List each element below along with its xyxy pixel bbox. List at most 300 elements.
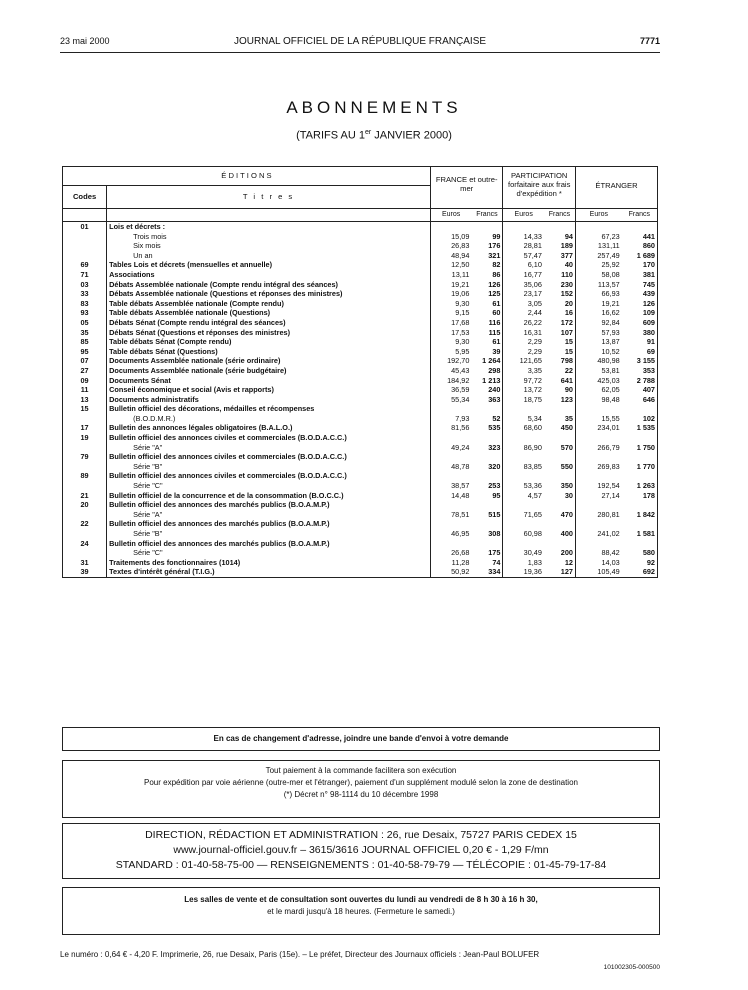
row-francs: 200 bbox=[544, 548, 576, 558]
row-euros: 4,57 bbox=[527, 490, 542, 500]
row-euros: 30,49 bbox=[523, 548, 542, 558]
row-euros: 60,98 bbox=[523, 529, 542, 538]
row-euros: 68,60 bbox=[523, 423, 542, 433]
row-title: Série "A" bbox=[107, 510, 431, 520]
row-title: Documents Assemblée nationale (série budgétaire) bbox=[107, 366, 431, 376]
phone-numbers: STANDARD : 01-40-58-75-00 — RENSEIGNEMENTS : 01-40-58-79-79 — TÉLÉCOPIE : 01-45-79-17-84 bbox=[115, 859, 607, 871]
row-francs bbox=[622, 222, 658, 232]
row-euros: 36,59 bbox=[451, 385, 470, 395]
row-francs: 692 bbox=[622, 567, 658, 577]
row-francs: 3 155 bbox=[622, 356, 658, 366]
row-euros bbox=[503, 433, 544, 443]
row-francs: 580 bbox=[622, 548, 658, 558]
row-francs: 1 750 bbox=[622, 443, 658, 453]
address-change-notice: En cas de changement d'adresse, joindre une bande d'envoi à votre demande bbox=[62, 727, 660, 751]
row-francs bbox=[471, 222, 503, 232]
row-code: 79 bbox=[63, 452, 107, 462]
row-francs: 2 788 bbox=[622, 376, 658, 386]
row-title: Bulletin officiel des annonces des marchés publics (B.O.A.M.P.) bbox=[107, 539, 431, 549]
unit-row bbox=[63, 209, 658, 222]
table-row bbox=[63, 462, 658, 472]
row-title: Un an bbox=[107, 251, 431, 261]
row-euros: 27,14 bbox=[601, 490, 620, 500]
row-francs: 745 bbox=[622, 280, 658, 290]
row-euros: 55,34 bbox=[451, 394, 470, 404]
row-code bbox=[63, 481, 107, 491]
row-euros: 121,65 bbox=[519, 356, 542, 366]
page-header bbox=[60, 36, 660, 48]
row-euros bbox=[430, 404, 471, 414]
unit-francs: Francs bbox=[622, 209, 658, 222]
row-francs: 15 bbox=[544, 347, 576, 357]
row-code: 35 bbox=[63, 328, 107, 338]
row-euros: 3,05 bbox=[527, 298, 542, 308]
row-title: Table débats Sénat (Questions) bbox=[107, 347, 431, 357]
row-francs bbox=[544, 500, 576, 510]
row-francs: 298 bbox=[471, 366, 503, 376]
row-francs: 550 bbox=[544, 462, 576, 472]
row-euros: 7,93 bbox=[455, 413, 470, 423]
row-euros: 2,29 bbox=[527, 346, 542, 356]
table-row bbox=[63, 443, 658, 453]
row-code: 33 bbox=[63, 289, 107, 299]
row-code: 31 bbox=[63, 558, 107, 568]
row-francs bbox=[544, 404, 576, 414]
row-code: 07 bbox=[63, 356, 107, 366]
table-row bbox=[63, 471, 658, 481]
subscription-rates-table bbox=[62, 166, 658, 578]
row-francs: 1 581 bbox=[622, 529, 658, 539]
row-francs bbox=[471, 519, 503, 529]
row-title: Débats Sénat (Compte rendu intégral des séances) bbox=[107, 318, 431, 328]
row-euros: 23,17 bbox=[523, 289, 542, 299]
row-euros bbox=[575, 222, 621, 232]
row-francs: 609 bbox=[622, 318, 658, 328]
row-euros: 13,11 bbox=[451, 269, 470, 279]
row-euros: 113,57 bbox=[597, 279, 620, 289]
row-euros: 6,10 bbox=[527, 260, 542, 270]
editions-header: É D I T I O N S bbox=[63, 167, 431, 186]
row-code: 05 bbox=[63, 318, 107, 328]
row-euros: 25,92 bbox=[601, 260, 620, 270]
row-francs: 189 bbox=[544, 241, 576, 251]
row-euros: 57,93 bbox=[601, 327, 620, 337]
unit-francs: Francs bbox=[471, 209, 503, 222]
row-euros bbox=[503, 500, 544, 510]
row-code bbox=[63, 443, 107, 453]
row-francs: 1 770 bbox=[622, 462, 658, 472]
row-title: Bulletin officiel des annonces des marchés publics (B.O.A.M.P.) bbox=[107, 500, 431, 510]
row-francs bbox=[622, 539, 658, 549]
payment-line: (*) Décret n° 98-1114 du 10 décembre 1998 bbox=[283, 790, 439, 799]
row-title: Bulletin des annonces légales obligatoires (B.A.L.O.) bbox=[107, 423, 431, 433]
website-minitel: www.journal-officiel.gouv.fr – 3615/3616 JOURNAL OFFICIEL 0,20 € - 1,29 F/mn bbox=[173, 844, 549, 856]
row-francs: 441 bbox=[622, 232, 658, 242]
row-francs: 126 bbox=[471, 280, 503, 290]
payment-line: Tout paiement à la commande facilitera son exécution bbox=[265, 766, 457, 775]
row-francs bbox=[471, 404, 503, 414]
table-row bbox=[63, 318, 658, 328]
row-euros: 67,23 bbox=[601, 231, 620, 241]
row-euros bbox=[575, 500, 621, 510]
row-euros: 14,48 bbox=[451, 490, 470, 500]
row-euros: 83,85 bbox=[523, 461, 542, 471]
row-code bbox=[63, 414, 107, 424]
row-code bbox=[63, 548, 107, 558]
row-francs: 1 213 bbox=[471, 376, 503, 386]
table-row bbox=[63, 529, 658, 539]
row-francs: 377 bbox=[544, 251, 576, 261]
page-title: ABONNEMENTS bbox=[286, 98, 462, 117]
row-euros: 19,21 bbox=[601, 298, 620, 308]
row-euros: 88,42 bbox=[601, 548, 620, 558]
row-euros: 11,28 bbox=[451, 557, 470, 567]
row-euros: 86,90 bbox=[523, 442, 542, 452]
table-row bbox=[63, 385, 658, 395]
row-francs bbox=[544, 452, 576, 462]
row-euros: 280,81 bbox=[597, 509, 620, 519]
row-euros: 5,34 bbox=[527, 413, 542, 423]
row-euros: 38,57 bbox=[451, 481, 470, 491]
row-code bbox=[63, 529, 107, 539]
row-code: 83 bbox=[63, 299, 107, 309]
row-euros: 18,75 bbox=[523, 394, 542, 404]
row-francs bbox=[471, 471, 503, 481]
row-euros: 19,06 bbox=[451, 289, 470, 299]
header-page-number: 7771 bbox=[639, 36, 660, 46]
row-title: Débats Assemblée nationale (Questions et réponses des ministres) bbox=[107, 289, 431, 299]
row-francs: 407 bbox=[622, 385, 658, 395]
titres-header: T i t r e s bbox=[107, 186, 431, 209]
row-code bbox=[63, 462, 107, 472]
row-euros: 17,68 bbox=[451, 317, 470, 327]
row-euros: 46,95 bbox=[451, 529, 470, 538]
row-title: Bulletin officiel des décorations, médailles et récompenses bbox=[107, 404, 431, 414]
row-francs: 308 bbox=[471, 529, 503, 539]
row-francs: 116 bbox=[471, 318, 503, 328]
row-code: 89 bbox=[63, 471, 107, 481]
row-francs: 92 bbox=[622, 558, 658, 568]
row-code: 20 bbox=[63, 500, 107, 510]
row-francs: 178 bbox=[622, 491, 658, 501]
table-row bbox=[63, 491, 658, 501]
row-euros bbox=[575, 471, 621, 481]
table-row bbox=[63, 232, 658, 242]
row-francs bbox=[471, 539, 503, 549]
row-francs: 95 bbox=[471, 491, 503, 501]
row-francs bbox=[544, 539, 576, 549]
row-title: Série "A" bbox=[107, 443, 431, 453]
row-title: Trois mois bbox=[107, 232, 431, 242]
row-francs: 15 bbox=[544, 337, 576, 347]
row-euros: 131,11 bbox=[597, 241, 620, 251]
row-francs bbox=[622, 500, 658, 510]
table-row bbox=[63, 548, 658, 558]
row-francs: 20 bbox=[544, 299, 576, 309]
row-euros: 35,06 bbox=[523, 279, 542, 289]
row-code: 01 bbox=[63, 222, 107, 232]
row-francs: 321 bbox=[471, 251, 503, 261]
rate-rows bbox=[63, 222, 658, 578]
table-row bbox=[63, 328, 658, 338]
row-code: 03 bbox=[63, 280, 107, 290]
row-euros bbox=[430, 500, 471, 510]
row-euros: 15,55 bbox=[601, 413, 620, 423]
row-code: 85 bbox=[63, 337, 107, 347]
row-francs bbox=[544, 433, 576, 443]
row-code: 09 bbox=[63, 376, 107, 386]
row-francs bbox=[544, 471, 576, 481]
row-francs: 102 bbox=[622, 414, 658, 424]
row-euros bbox=[503, 222, 544, 232]
row-francs: 86 bbox=[471, 270, 503, 280]
row-euros: 48,78 bbox=[451, 461, 470, 471]
row-title: Associations bbox=[107, 270, 431, 280]
table-row bbox=[63, 519, 658, 529]
row-euros: 58,08 bbox=[601, 269, 620, 279]
row-euros: 26,22 bbox=[523, 317, 542, 327]
row-francs: 91 bbox=[622, 337, 658, 347]
row-title: Conseil économique et social (Avis et rapports) bbox=[107, 385, 431, 395]
row-francs bbox=[622, 404, 658, 414]
row-francs: 61 bbox=[471, 299, 503, 309]
row-francs: 107 bbox=[544, 328, 576, 338]
row-euros bbox=[430, 433, 471, 443]
row-euros: 26,68 bbox=[451, 548, 470, 558]
row-code: 69 bbox=[63, 260, 107, 270]
row-francs: 115 bbox=[471, 328, 503, 338]
row-francs: 61 bbox=[471, 337, 503, 347]
row-francs bbox=[471, 500, 503, 510]
row-title: (B.O.D.M.R.) bbox=[107, 414, 431, 424]
table-row bbox=[63, 414, 658, 424]
table-row bbox=[63, 423, 658, 433]
table-row bbox=[63, 260, 658, 270]
row-title: Bulletin officiel des annonces civiles et commerciales (B.O.D.A.C.C.) bbox=[107, 471, 431, 481]
table-row bbox=[63, 270, 658, 280]
table-row bbox=[63, 289, 658, 299]
payment-notice bbox=[62, 760, 660, 818]
row-title: Série "B" bbox=[107, 529, 431, 539]
row-euros: 14,33 bbox=[523, 231, 542, 241]
row-code: 39 bbox=[63, 567, 107, 577]
row-title: Documents Sénat bbox=[107, 376, 431, 386]
unit-euros: Euros bbox=[430, 209, 471, 222]
row-euros: 48,94 bbox=[451, 250, 470, 260]
row-francs: 646 bbox=[622, 395, 658, 405]
row-euros: 28,81 bbox=[523, 241, 542, 251]
row-title: Débats Sénat (Questions et réponses des ministres) bbox=[107, 328, 431, 338]
row-francs bbox=[622, 471, 658, 481]
row-code: 93 bbox=[63, 308, 107, 318]
row-francs: 16 bbox=[544, 308, 576, 318]
row-title: Bulletin officiel des annonces civiles et commerciales (B.O.D.A.C.C.) bbox=[107, 433, 431, 443]
row-euros: 234,01 bbox=[597, 423, 620, 433]
row-euros: 71,65 bbox=[523, 509, 542, 519]
row-francs: 1 535 bbox=[622, 423, 658, 433]
row-francs: 1 842 bbox=[622, 510, 658, 520]
row-euros: 17,53 bbox=[451, 327, 470, 337]
row-euros: 480,98 bbox=[597, 356, 620, 366]
table-row bbox=[63, 510, 658, 520]
row-francs: 170 bbox=[622, 260, 658, 270]
row-euros bbox=[503, 471, 544, 481]
row-euros: 425,03 bbox=[597, 375, 620, 385]
table-row bbox=[63, 356, 658, 366]
row-euros: 26,83 bbox=[451, 241, 470, 251]
row-francs: 470 bbox=[544, 510, 576, 520]
row-euros: 53,36 bbox=[523, 481, 542, 491]
hours-line: Les salles de vente et de consultation sont ouvertes du lundi au vendredi de 8 h 30 à 16 h 30, bbox=[184, 895, 538, 904]
row-euros: 13,87 bbox=[601, 337, 620, 347]
row-euros: 49,24 bbox=[451, 442, 470, 452]
row-euros: 1,83 bbox=[527, 557, 542, 567]
row-euros: 53,81 bbox=[601, 365, 620, 375]
codes-header: Codes bbox=[63, 186, 107, 209]
row-euros: 241,02 bbox=[597, 529, 620, 538]
row-francs: 39 bbox=[471, 347, 503, 357]
row-euros: 5,95 bbox=[455, 346, 470, 356]
row-euros bbox=[430, 471, 471, 481]
row-code: 22 bbox=[63, 519, 107, 529]
row-euros: 16,62 bbox=[601, 308, 620, 318]
row-francs: 40 bbox=[544, 260, 576, 270]
row-francs: 363 bbox=[471, 395, 503, 405]
row-francs: 860 bbox=[622, 241, 658, 251]
row-francs: 12 bbox=[544, 558, 576, 568]
table-row bbox=[63, 222, 658, 232]
row-title: Bulletin officiel des annonces des marchés publics (B.O.A.M.P.) bbox=[107, 519, 431, 529]
row-francs: 176 bbox=[471, 241, 503, 251]
row-title: Documents administratifs bbox=[107, 395, 431, 405]
row-euros: 192,54 bbox=[597, 481, 620, 491]
row-euros: 9,15 bbox=[455, 308, 470, 318]
row-code: 21 bbox=[63, 491, 107, 501]
row-code: 15 bbox=[63, 404, 107, 414]
table-row bbox=[63, 452, 658, 462]
row-francs bbox=[544, 519, 576, 529]
row-francs: 450 bbox=[544, 423, 576, 433]
row-code: 71 bbox=[63, 270, 107, 280]
row-title: Traitements des fonctionnaires (1014) bbox=[107, 558, 431, 568]
row-euros: 19,21 bbox=[451, 279, 470, 289]
row-francs: 74 bbox=[471, 558, 503, 568]
row-francs bbox=[622, 519, 658, 529]
row-euros: 2,44 bbox=[527, 308, 542, 318]
table-row bbox=[63, 481, 658, 491]
row-francs: 172 bbox=[544, 318, 576, 328]
etranger-header: ÉTRANGER bbox=[575, 167, 657, 209]
row-francs: 400 bbox=[544, 529, 576, 539]
row-francs: 127 bbox=[544, 567, 576, 577]
row-title: Série "C" bbox=[107, 481, 431, 491]
table-row bbox=[63, 404, 658, 414]
row-euros: 45,43 bbox=[451, 365, 470, 375]
page-subtitle: (TARIFS AU 1er JANVIER 2000) bbox=[296, 129, 452, 142]
row-euros: 14,03 bbox=[601, 557, 620, 567]
row-francs: 152 bbox=[544, 289, 576, 299]
table-row bbox=[63, 308, 658, 318]
row-code: 13 bbox=[63, 395, 107, 405]
row-title: Lois et décrets : bbox=[107, 222, 431, 232]
row-francs: 439 bbox=[622, 289, 658, 299]
direction-address: DIRECTION, RÉDACTION ET ADMINISTRATION : 26, rue Desaix, 75727 PARIS CEDEX 15 bbox=[145, 829, 577, 841]
direction-contact-box bbox=[62, 823, 660, 879]
row-title: Débats Assemblée nationale (Compte rendu intégral des séances) bbox=[107, 280, 431, 290]
row-code: 27 bbox=[63, 366, 107, 376]
table-row bbox=[63, 433, 658, 443]
table-row bbox=[63, 395, 658, 405]
row-euros: 57,47 bbox=[523, 250, 542, 260]
row-francs: 798 bbox=[544, 356, 576, 366]
row-title: Six mois bbox=[107, 241, 431, 251]
row-francs bbox=[544, 222, 576, 232]
row-euros bbox=[430, 519, 471, 529]
row-code: 11 bbox=[63, 385, 107, 395]
row-euros bbox=[575, 433, 621, 443]
row-euros: 16,31 bbox=[523, 327, 542, 337]
row-euros: 105,49 bbox=[575, 567, 621, 577]
table-row bbox=[63, 347, 658, 357]
row-code: 17 bbox=[63, 423, 107, 433]
row-euros: 62,05 bbox=[601, 385, 620, 395]
row-euros: 2,29 bbox=[527, 337, 542, 347]
row-francs bbox=[622, 452, 658, 462]
unit-euros: Euros bbox=[575, 209, 621, 222]
row-francs: 350 bbox=[544, 481, 576, 491]
row-euros: 92,84 bbox=[601, 317, 620, 327]
row-francs: 125 bbox=[471, 289, 503, 299]
row-francs: 109 bbox=[622, 308, 658, 318]
row-euros: 3,35 bbox=[527, 365, 542, 375]
payment-line: Pour expédition par voie aérienne (outre-mer et l'étranger), paiement d'un supplément modulé selon la zone de destination bbox=[144, 778, 578, 787]
row-title: Table débats Sénat (Compte rendu) bbox=[107, 337, 431, 347]
row-code: 24 bbox=[63, 539, 107, 549]
row-francs: 334 bbox=[471, 567, 503, 577]
table-row bbox=[63, 539, 658, 549]
row-francs: 35 bbox=[544, 414, 576, 424]
row-francs: 82 bbox=[471, 260, 503, 270]
row-code bbox=[63, 241, 107, 251]
row-euros: 19,36 bbox=[503, 567, 544, 577]
header-date: 23 mai 2000 bbox=[60, 36, 110, 46]
row-euros: 192,70 bbox=[447, 356, 470, 366]
row-francs: 110 bbox=[544, 270, 576, 280]
row-euros: 13,72 bbox=[523, 385, 542, 395]
row-euros: 78,51 bbox=[451, 509, 470, 519]
row-code bbox=[63, 510, 107, 520]
table-row bbox=[63, 280, 658, 290]
row-francs: 1 263 bbox=[622, 481, 658, 491]
table-row bbox=[63, 251, 658, 261]
row-title: Table débats Assemblée nationale (Compte rendu) bbox=[107, 299, 431, 309]
header-journal-name: JOURNAL OFFICIEL DE LA RÉPUBLIQUE FRANÇAISE bbox=[233, 36, 487, 47]
row-francs bbox=[471, 433, 503, 443]
row-francs: 1 264 bbox=[471, 356, 503, 366]
row-francs: 535 bbox=[471, 423, 503, 433]
row-title: Tables Lois et décrets (mensuelles et annuelle) bbox=[107, 260, 431, 270]
table-row bbox=[63, 366, 658, 376]
table-row bbox=[63, 500, 658, 510]
row-code bbox=[63, 251, 107, 261]
hours-line: et le mardi jusqu'à 18 heures. (Fermeture le samedi.) bbox=[267, 907, 455, 916]
unit-francs: Francs bbox=[544, 209, 576, 222]
row-code: 19 bbox=[63, 433, 107, 443]
row-francs: 353 bbox=[622, 366, 658, 376]
row-francs: 30 bbox=[544, 491, 576, 501]
row-euros: 16,77 bbox=[523, 269, 542, 279]
row-francs: 515 bbox=[471, 510, 503, 520]
